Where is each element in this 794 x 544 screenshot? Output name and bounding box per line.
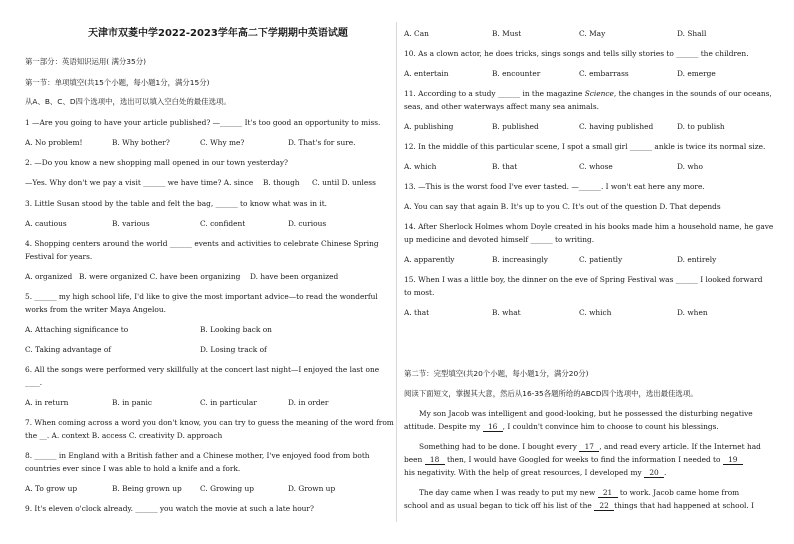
q9-option-c: C. May [579,29,606,38]
q8-option-d: D. Grown up [288,484,336,493]
q4-option-d: D. have been organized [250,272,339,281]
q12-option-a: A. which [404,162,437,171]
question-4-line2: Festival for years. [25,252,93,261]
question-2: 2. —Do you know a new shopping mall opened in our town yesterday? [25,158,289,167]
passage-p1-line1: My son Jacob was intelligent and good-looking, but he possessed the disturbing negative [419,409,753,418]
q11-option-a: A. publishing [404,122,454,131]
q14-option-c: C. patiently [579,255,623,264]
q12-option-c: C. whose [579,162,613,171]
question-9: 9. It's eleven o'clock already. ______ you watch the movie at such a late hour? [25,504,314,513]
q5-option-a: A. Attaching significance to [25,325,129,334]
q15-option-c: C. which [579,308,612,317]
question-13: 13. —This is the worst food I've ever tasted. —______. I won't eat here any more. [404,182,705,191]
q10-option-d: D. emerge [677,69,716,78]
q1-option-a: A. No problem! [25,138,83,147]
q2-option-b: B. though [263,178,300,187]
q10-option-a: A. entertain [404,69,449,78]
q11-option-b: B. published [492,122,539,131]
q2-stem-option-a: —Yes. Why don't we pay a visit ______ we have time? A. since [25,178,254,187]
passage-p3-line1: The day came when I was ready to put my new 21 to work. Jacob came home from [419,488,740,497]
q8-option-c: C. Growing up [200,484,254,493]
q3-option-c: C. confident [200,219,246,228]
section1-heading: 第一节：单项填空(共15个小题，每小题1分，满分15分) [25,78,210,87]
q14-option-a: A. apparently [404,255,455,264]
q4-option-a: A. organized [25,272,73,281]
q4-option-bc: B. were organized C. have been organizing [79,272,241,281]
question-14-line1: 14. After Sherlock Holmes whom Doyle created in his books made him a household name, he gave [404,222,774,231]
question-8-line1: 8. ______ in England with a British father and a Chinese mother, I've enjoyed food from both [25,451,370,460]
question-5-line1: 5. ______ my high school life, I'd like to give the most important advice—to read the wonderful [25,292,378,301]
passage-p2-line1: Something had to be done. I bought every 17 , and read every article. If the Internet had [419,442,761,451]
question-3: 3. Little Susan stood by the table and felt the bag, ______ to know what was in it. [25,199,328,208]
question-5-line2: works from the writer Maya Angelou. [25,305,166,314]
q10-option-c: C. embarrass [579,69,629,78]
blank-16: 16 [483,422,503,432]
question-11-line2: seas, and other waterways affect many sea animals. [404,102,599,111]
q12-option-b: B. that [492,162,518,171]
question-6-line1: 6. All the songs were performed very skillfully at the concert last night—I enjoyed the last one [25,365,380,374]
q9-option-b: B. Must [492,29,522,38]
q14-option-b: B. increasingly [492,255,548,264]
q15-option-a: A. that [404,308,430,317]
question-10: 10. As a clown actor, he does tricks, sings songs and tells silly stories to ______ the children. [404,49,749,58]
blank-17: 17 [579,442,599,452]
q1-option-d: D. That's for sure. [288,138,356,147]
question-12: 12. In the middle of this particular scene, I spot a small girl ______ ankle is twice its normal size. [404,142,766,151]
q8-option-b: B. Being grown up [112,484,182,493]
passage-p2-line2: been 18 then, I would have Googled for weeks to find the information I needed to 19 [404,455,743,465]
q12-option-d: D. who [677,162,703,171]
exam-title: 天津市双菱中学2022-2023学年高二下学期期中英语试题 [88,28,348,39]
part1-heading: 第一部分：英语知识运用( 满分35分) [25,57,146,66]
section2-heading: 第二节：完型填空(共20个小题，每小题1分，满分20分) [404,369,589,378]
q11-option-d: D. to publish [677,122,725,131]
passage-p3-line2: school and as usual began to tick off his list of the 22 things that had happened at school. I [404,501,755,510]
q1-option-c: C. Why me? [200,138,245,147]
q3-option-a: A. cautious [25,219,67,228]
blank-19: 19 [723,455,743,465]
right-column [397,0,794,544]
q15-option-d: D. when [677,308,708,317]
question-7-line1: 7. When coming across a word you don't know, you can try to guess the meaning of the word from [25,418,394,427]
q5-option-d: D. Losing track of [200,345,267,354]
q3-option-b: B. various [112,219,150,228]
question-15-line1: 15. When I was a little boy, the dinner on the eve of Spring Festival was ______ I looked forward [404,275,763,284]
question-4-line1: 4. Shopping centers around the world ______ events and activities to celebrate Chinese Spring [25,239,379,248]
question-15-line2: to most. [404,288,435,297]
question-14-line2: up medicine and devoted himself ______ to writing. [404,235,595,244]
q9-option-a: A. Can [404,29,429,38]
question-1: 1 —Are you going to have your article published? —______ It's too good an opportunity to miss. [25,118,381,127]
q8-option-a: A. To grow up [25,484,78,493]
q11-option-c: C. having published [579,122,654,131]
section2-instruction: 阅读下面短文，掌握其大意，然后从16-35各题所给的ABCD四个选项中，选出最佳选项。 [404,389,698,398]
question-11-line1: 11. According to a study ______ in the magazine Science, the changes in the sounds of our oceans, [404,89,772,98]
q9-option-d: D. Shall [677,29,707,38]
q13-options: A. You can say that again B. It's up to you C. It's out of the question D. That depends [404,202,721,211]
question-6-line2: ____. [25,378,43,387]
q6-option-d: D. in order [288,398,329,407]
blank-18: 18 [425,455,445,465]
passage-p2-line3: his negativity. With the help of great resources, I developed my 20 . [404,468,667,477]
blank-20: 20 [644,468,664,478]
q14-option-d: D. entirely [677,255,717,264]
q6-option-a: A. in return [25,398,69,407]
q15-option-b: B. what [492,308,521,317]
q5-option-c: C. Taking advantage of [25,345,112,354]
q6-option-c: C. in particular [200,398,257,407]
passage-p1-line2: attitude. Despite my 16 , I couldn't convince him to choose to count his blessings. [404,422,719,431]
q2-option-cd: C. until D. unless [312,178,376,187]
q6-option-b: B. in panic [112,398,153,407]
blank-21: 21 [598,488,618,498]
q10-option-b: B. encounter [492,69,541,78]
q5-option-b: B. Looking back on [200,325,272,334]
question-8-line2: countries ever since I was able to hold a knife and a fork. [25,464,241,473]
q1-option-b: B. Why bother? [112,138,170,147]
q3-option-d: D. curious [288,219,327,228]
section1-instruction: 从A、B、C、D四个选项中，选出可以填入空白处的最佳选项。 [25,97,231,106]
question-7-line2: the __. A. context B. access C. creativity D. approach [25,431,223,440]
blank-22: 22 [594,501,614,511]
